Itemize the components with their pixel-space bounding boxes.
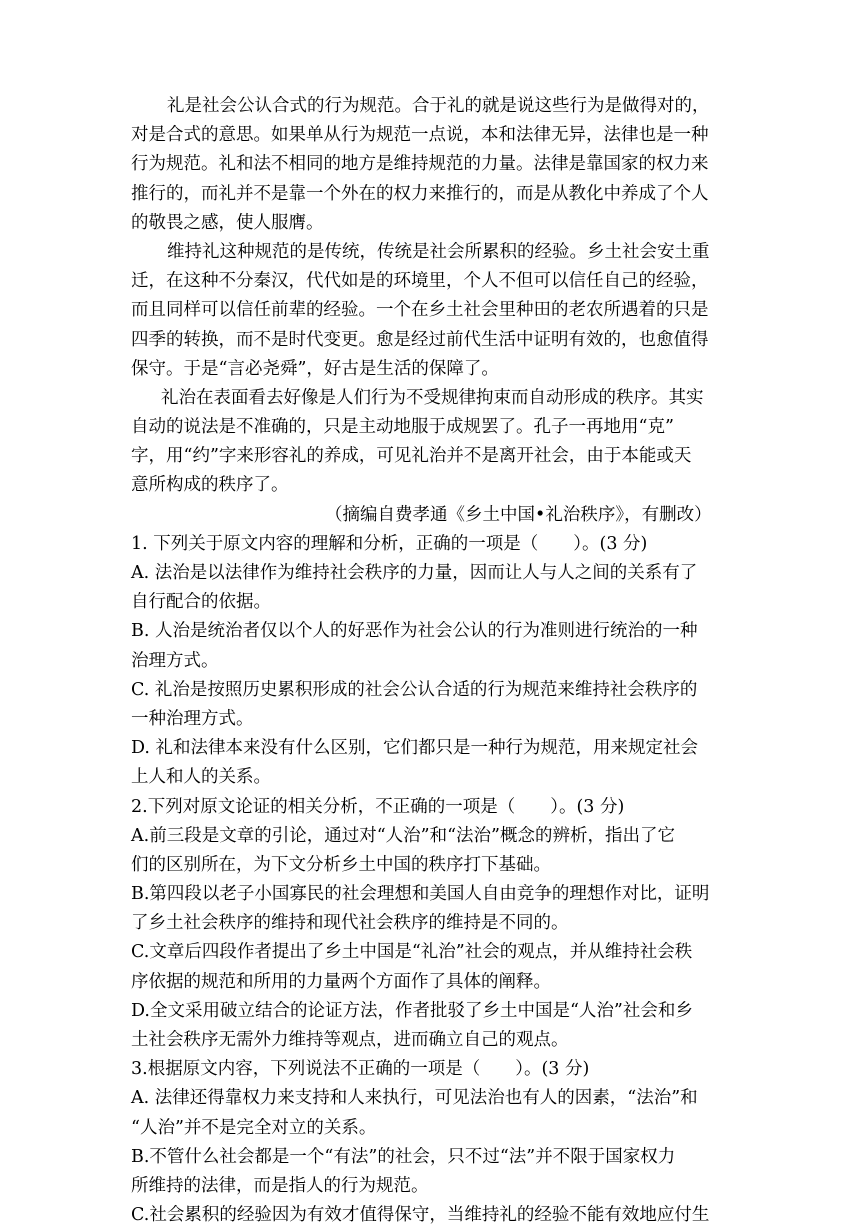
option-c <box>131 1201 781 1230</box>
option-line: D. 礼和法律本来没有什么区别，它们都只是一种行为规范，用来规定社会 <box>131 738 699 759</box>
text-line: 而且同样可以信任前辈的经验。一个在乡土社会里种田的老农所遇着的只是 <box>131 300 709 321</box>
option-b <box>131 880 781 938</box>
option-line: “人治”并不是完全对立的关系。 <box>131 1117 377 1138</box>
option-line: C.文章后四段作者提出了乡土中国是“礼治”社会的观点，并从维持社会秩 <box>131 942 693 963</box>
option-line: C. 礼治是按照历史累积形成的社会公认合适的行为规范来维持社会秩序的 <box>131 679 698 700</box>
option-c <box>131 676 781 734</box>
option-line: 上人和人的关系。 <box>131 767 271 788</box>
question-1 <box>131 530 781 793</box>
option-line: 治理方式。 <box>131 650 219 671</box>
text-line: 意所构成的秩序了。 <box>131 475 289 496</box>
text-line: 礼治在表面看去好像是人们行为不受规律拘束而自动形成的秩序。其实 <box>161 387 704 408</box>
option-line: A. 法治是以法律作为维持社会秩序的力量，因而让人与人之间的关系有了 <box>131 563 698 583</box>
option-line: 们的区别所在，为下文分析乡土中国的秩序打下基础。 <box>131 854 551 875</box>
option-line: A. 法律还得靠权力来支持和人来执行，可见法治也有人的因素，“法治”和 <box>131 1088 698 1109</box>
option-line: B. 人治是统治者仅以个人的好恶作为社会公认的行为准则进行统治的一种 <box>131 621 698 642</box>
option-d <box>131 997 781 1055</box>
text-line: 四季的转换，而不是时代变更。愈是经过前代生活中证明有效的，也愈值得 <box>131 329 709 350</box>
option-line: B.不管什么社会都是一个“有法”的社会，只不过“法”并不限于国家权力 <box>131 1146 676 1167</box>
option-line: 一种治理方式。 <box>131 708 254 729</box>
option-a <box>131 1084 781 1142</box>
document-body <box>131 92 781 1230</box>
option-line: D.全文采用破立结合的论证方法，作者批驳了乡土中国是“人治”社会和乡 <box>131 1000 693 1021</box>
option-line: 土社会秩序无需外力维持等观点，进而确立自己的观点。 <box>131 1030 569 1050</box>
question-3 <box>131 1055 781 1230</box>
text-line: 推行的，而礼并不是靠一个外在的权力来推行的，而是从教化中养成了个人 <box>131 183 709 204</box>
passage-paragraph-2 <box>131 238 781 384</box>
text-line: 礼是社会公认合式的行为规范。合于礼的就是说这些行为是做得对的， <box>167 96 710 116</box>
option-c <box>131 938 781 996</box>
question-stem: 3.根据原文内容，下列说法不正确的一项是（ ）。(3 分) <box>131 1059 590 1080</box>
passage-source: （摘编自费孝通《乡土中国•礼治秩序》，有删改） <box>325 504 712 525</box>
option-a <box>131 822 781 880</box>
question-stem: 2.下列对原文论证的相关分析，不正确的一项是（ ）。(3 分) <box>131 796 625 817</box>
text-line: 的敬畏之感，使人服膺。 <box>131 212 324 233</box>
question-stem: 1. 下列关于原文内容的理解和分析，正确的一项是（ ）。(3 分) <box>131 533 648 554</box>
option-line: A.前三段是文章的引论，通过对“人治”和“法治”概念的辨析，指出了它 <box>131 825 675 846</box>
text-line: 自动的说法是不准确的，只是主动地服于成规罢了。孔子一再地用“克” <box>131 417 674 438</box>
question-2 <box>131 793 781 1056</box>
option-line: 序依据的规范和所用的力量两个方面作了具体的阐释。 <box>131 971 551 992</box>
text-line: 迁，在这种不分秦汉，代代如是的环境里，个人不但可以信任自己的经验， <box>131 271 709 292</box>
text-line: 行为规范。礼和法不相同的地方是维持规范的力量。法律是靠国家的权力来 <box>131 154 709 175</box>
text-line: 维持礼这种规范的是传统，传统是社会所累积的经验。乡土社会安土重 <box>167 241 710 262</box>
text-line: 保守。于是“言必尧舜”，好古是生活的保障了。 <box>131 358 499 379</box>
option-b <box>131 617 781 675</box>
text-line: 字，用“约”字来形容礼的养成，可见礼治并不是离开社会，由于本能或天 <box>131 446 692 467</box>
option-line: 所维持的法律，而是指人的行为规范。 <box>131 1175 429 1196</box>
option-a <box>131 559 781 617</box>
option-line: 了乡土社会秩序的维持和现代社会秩序的维持是不同的。 <box>131 913 569 934</box>
passage-paragraph-1 <box>131 92 781 238</box>
option-line: B.第四段以老子小国寡民的社会理想和美国人自由竞争的理想作对比，证明 <box>131 884 710 905</box>
text-line: 对是合式的意思。如果单从行为规范一点说，本和法律无异，法律也是一种 <box>131 125 709 146</box>
option-line: C.社会累积的经验因为有效才值得保守，当维持礼的经验不能有效地应付生 <box>131 1205 710 1226</box>
option-b <box>131 1143 781 1201</box>
option-line: 自行配合的依据。 <box>131 592 271 613</box>
option-d <box>131 734 781 792</box>
passage-paragraph-3 <box>131 384 781 501</box>
